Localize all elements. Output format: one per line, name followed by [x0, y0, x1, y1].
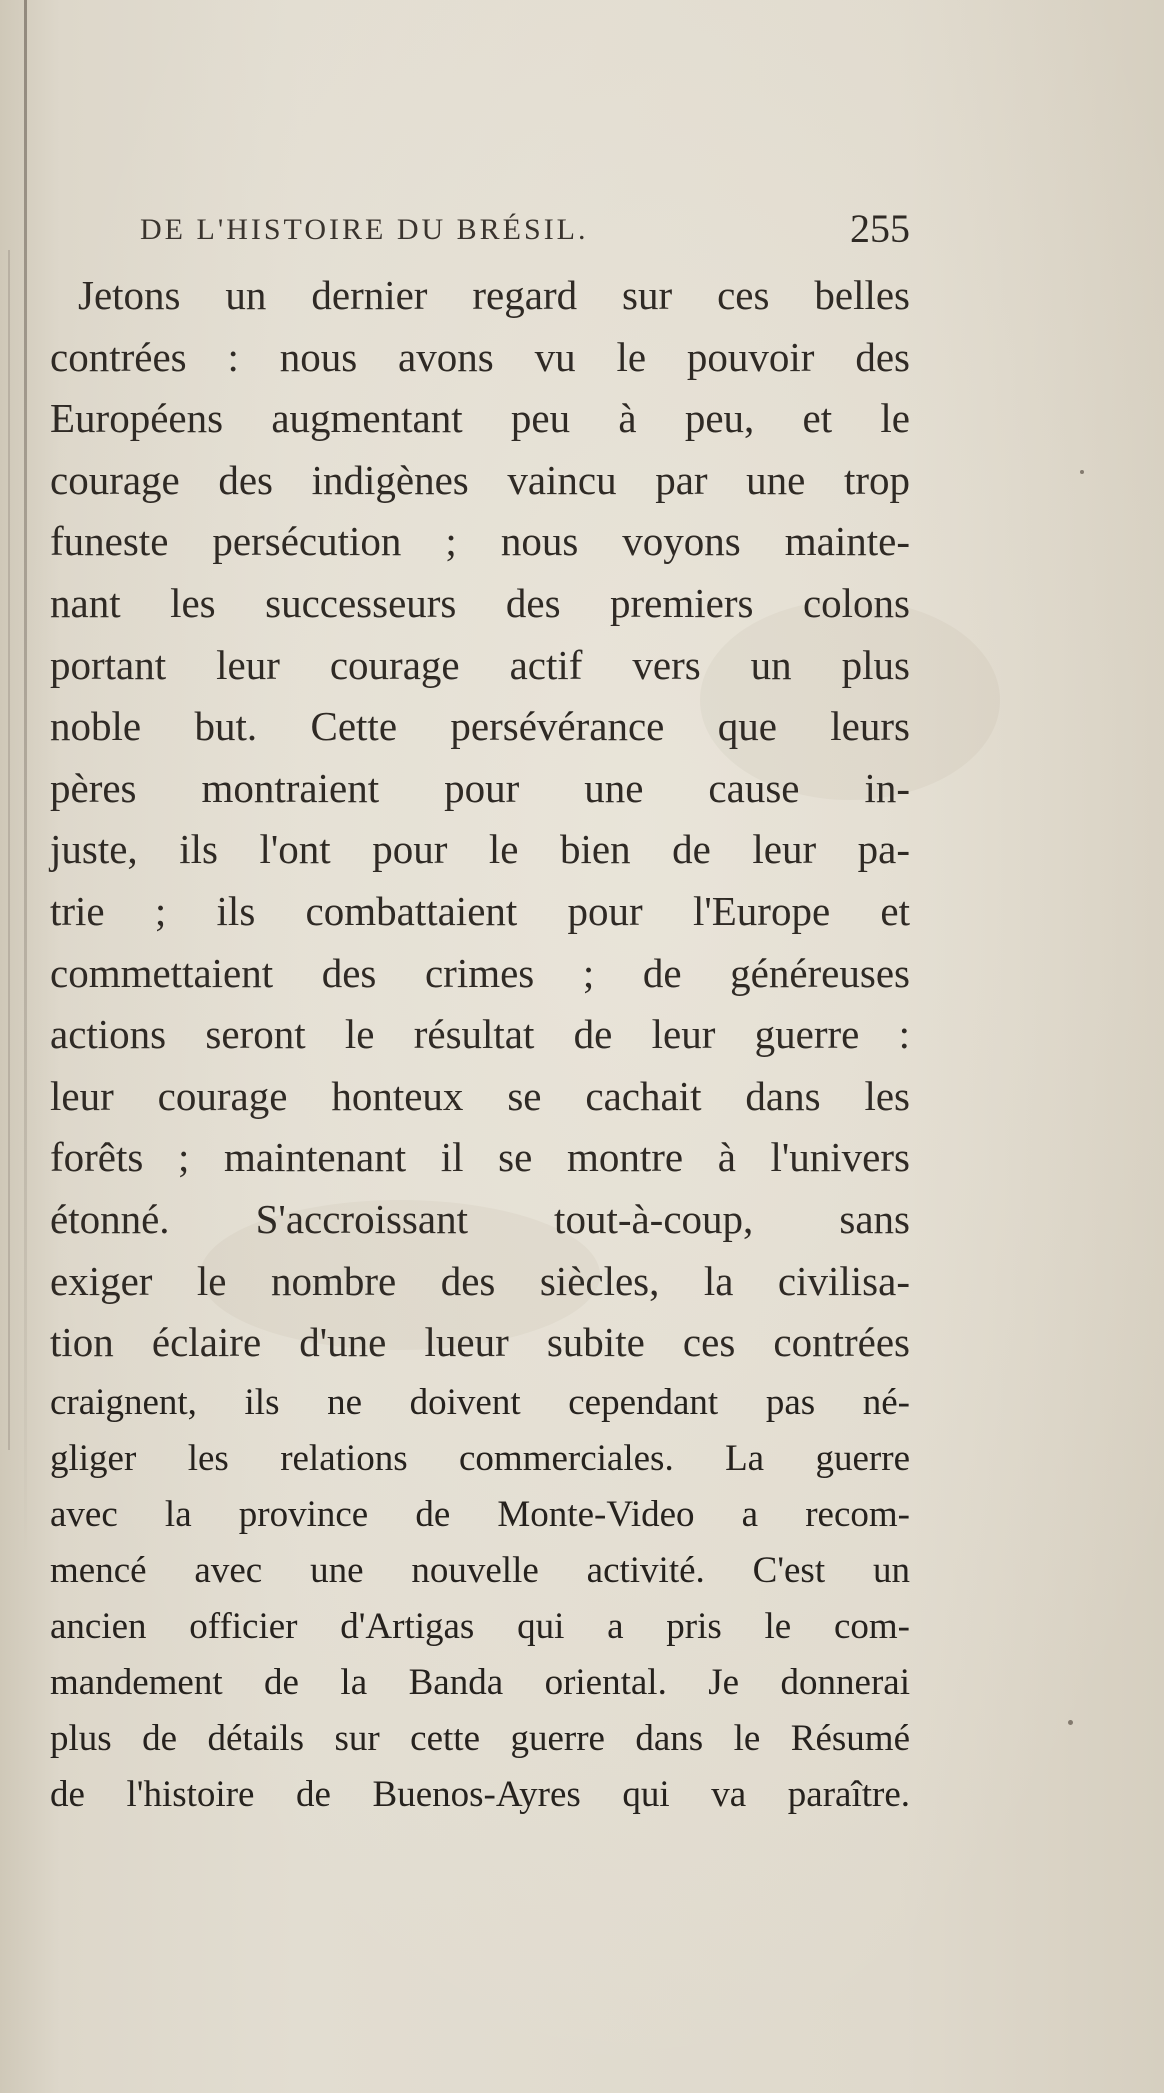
text-line: commettaient des crimes ; de généreuses [50, 949, 910, 996]
page-binding-shadow [24, 0, 27, 1560]
text-line: gliger les relations commerciales. La guerre [50, 1438, 910, 1479]
page-header [140, 205, 910, 255]
text-line: leur courage honteux se cachait dans les [50, 1072, 910, 1119]
text-line: Jetons un dernier regard sur ces belles [78, 272, 910, 318]
text-line: nant les successeurs des premiers colons [50, 579, 910, 626]
text-line: juste, ils l'ont pour le bien de leur pa- [50, 826, 910, 873]
text-line: forêts ; maintenant il se montre à l'univers [50, 1134, 910, 1181]
text-line: plus de détails sur cette guerre dans le Résumé [50, 1718, 910, 1759]
text-line: craignent, ils ne doivent cependant pas né- [50, 1382, 910, 1423]
text-line: mandement de la Banda oriental. Je donnerai [50, 1662, 910, 1703]
text-line: étonné. S'accroissant tout-à-coup, sans [50, 1195, 910, 1242]
text-line: exiger le nombre des siècles, la civilisa- [50, 1257, 910, 1304]
text-line: de l'histoire de Buenos-Ayres qui va paraître. [50, 1774, 910, 1815]
page-number: 255 [850, 206, 910, 251]
text-line: Européens augmentant peu à peu, et le [50, 395, 910, 442]
text-line: noble but. Cette persévérance que leurs [50, 703, 910, 750]
text-line: tion éclaire d'une lueur subite ces contrées [50, 1319, 910, 1366]
text-line: pères montraient pour une cause in- [50, 764, 910, 811]
paper-speck [1068, 1720, 1073, 1725]
running-head: DE L'HISTOIRE DU BRÉSIL. [140, 213, 589, 246]
text-line: avec la province de Monte-Video a recom- [50, 1494, 910, 1535]
text-line: actions seront le résultat de leur guerre : [50, 1011, 910, 1058]
text-line: portant leur courage actif vers un plus [50, 641, 910, 688]
paragraph-2 [50, 1375, 910, 1823]
text-line: ancien officier d'Artigas qui a pris le com- [50, 1606, 910, 1647]
text-line: courage des indigènes vaincu par une trop [50, 456, 910, 503]
text-line: mencé avec une nouvelle activité. C'est un [50, 1550, 910, 1591]
text-line: trie ; ils combattaient pour l'Europe et [50, 887, 910, 934]
text-line: contrées : nous avons vu le pouvoir des [50, 333, 910, 380]
text-line: funeste persécution ; nous voyons mainte- [50, 518, 910, 565]
paragraph-1 [50, 265, 910, 1374]
page-binding-edge [8, 250, 10, 1450]
paper-speck [1080, 470, 1084, 474]
